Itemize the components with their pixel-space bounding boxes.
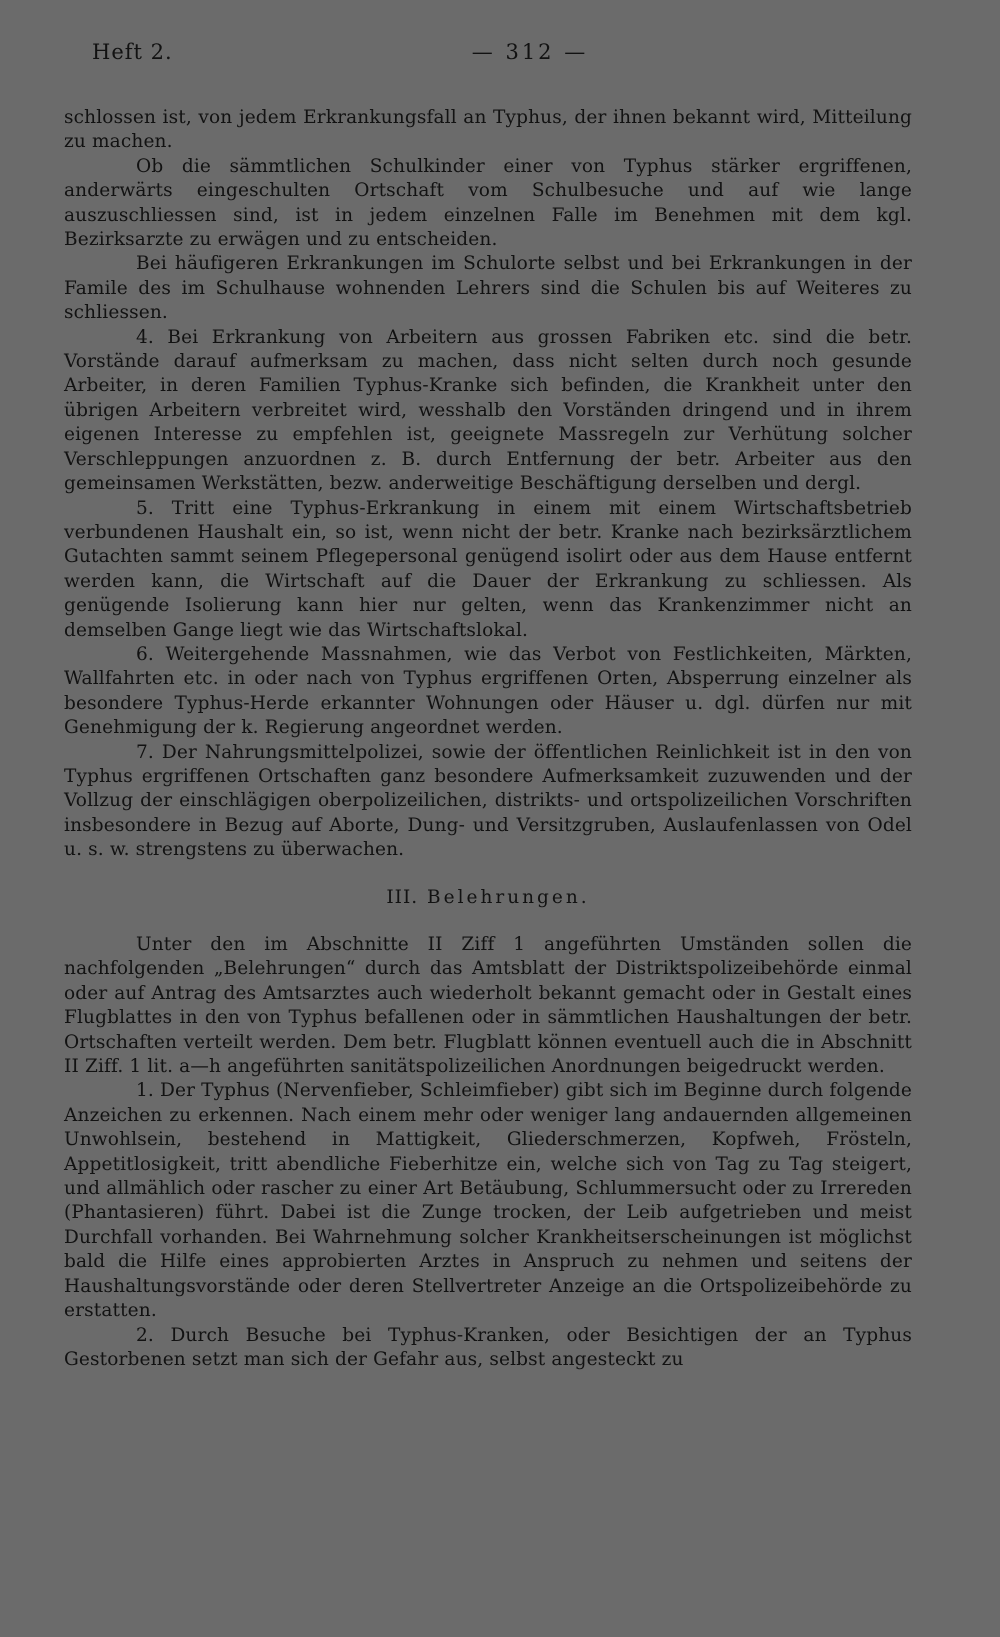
paragraph: 2. Durch Besuche bei Typhus-Kranken, oder Besichtigen der an Typhus Gestorbenen setzt man sich der Gefahr aus, selbst angesteckt zu — [64, 1324, 912, 1370]
paragraph: 5. Tritt eine Typhus-Erkrankung in einem mit einem Wirtschaftsbetrieb verbundenen Haushalt ein, so ist, wenn nicht der betr. Kranke nach bezirksärztlichem Gutachten sammt seinem Pflegepersonal genügend isolirt oder aus dem Hause entfernt werden kann, die Wirtschaft auf die Dauer der Erkrankung zu schliessen. Als genügende Isolierung kann hier nur gelten, wenn das Krankenzimmer nicht an demselben Gange liegt wie das Wirtschaftslokal. — [64, 497, 912, 641]
section-heading — [64, 886, 912, 910]
paragraph: 6. Weitergehende Massnahmen, wie das Verbot von Festlichkeiten, Märkten, Wallfahrten etc. in oder nach von Typhus ergriffenen Orten, Absperrung einzelner als besondere Typhus-Herde erkannter Wohnungen oder Häuser u. dgl. dürfen nur mit Genehmigung der k. Regierung angeordnet werden. — [64, 643, 912, 739]
page-number: — 312 — — [471, 40, 589, 64]
paragraph: 1. Der Typhus (Nervenfieber, Schleimfieber) gibt sich im Beginne durch folgende Anzeichen zu erkennen. Nach einem mehr oder weniger lang andauernden allgemeinen Unwohlsein, bestehend in Mattigkeit, Gliederschmerzen, Kopfweh, Frösteln, Appetitlosigkeit, tritt abendliche Fieberhitze ein, welche sich von Tag zu Tag steigert, und allmählich oder rascher zu einer Art Betäubung, Schlummersucht oder zu Irrereden (Phantasieren) führt. Dabei ist die Zunge trocken, der Leib aufgetrieben und meist Durchfall vorhanden. Bei Wahrnehmung solcher Krankheitserscheinungen ist möglichst bald die Hilfe eines approbierten Arztes in Anspruch zu nehmen und seitens der Haushaltungsvorstände oder deren Stellvertreter Anzeige an die Ortspolizeibehörde zu erstatten. — [64, 1080, 912, 1322]
paragraph: schlossen ist, von jedem Erkrankungsfall an Typhus, der ihnen bekannt wird, Mitteilung zu machen. — [64, 107, 912, 153]
paragraph: Bei häufigeren Erkrankungen im Schulorte selbst und bei Erkrankungen in der Famile des im Schulhause wohnenden Lehrers sind die Schulen bis auf Weiteres zu schliessen. — [64, 253, 912, 324]
body-text — [64, 106, 912, 1372]
paragraph: Unter den im Abschnitte II Ziff 1 angeführten Umständen sollen die nachfolgenden „Belehrungen“ durch das Amtsblatt der Distriktspolizeibehörde einmal oder auf Antrag des Amtsarztes auch wiederholt bekannt gemacht oder in Gestalt eines Flugblattes in den von Typhus befallenen oder in sämmtlichen Haushaltungen der betr. Ortschaften verteilt werden. Dem betr. Flugblatt können eventuell auch die in Abschnitt II Ziff. 1 lit. a—h angeführten sanitätspolizeilichen Anordnungen beigedruckt werden. — [64, 934, 912, 1078]
issue-label: Heft 2. — [92, 40, 173, 64]
page-header — [92, 40, 912, 72]
section-numeral: III. — [386, 886, 419, 908]
paragraph: Ob die sämmtlichen Schulkinder einer von Typhus stärker ergriffenen, anderwärts eingeschulten Ortschaft vom Schulbesuche und auf wie lange auszuschliessen sind, ist in jedem einzelnen Falle im Benehmen mit dem kgl. Bezirksarzte zu erwägen und zu entscheiden. — [64, 155, 912, 251]
paragraph: 7. Der Nahrungsmittelpolizei, sowie der öffentlichen Reinlichkeit ist in den von Typhus ergriffenen Ortschaften ganz besondere Aufmerksamkeit zuzuwenden und der Vollzug der einschlägigen oberpolizeilichen, distrikts- und ortspolizeilichen Vorschriften insbesondere in Bezug auf Aborte, Dung- und Versitzgruben, Auslaufenlassen von Odel u. s. w. strengstens zu überwachen. — [64, 741, 912, 861]
section-title: Belehrungen. — [427, 886, 590, 908]
paragraph: 4. Bei Erkrankung von Arbeitern aus grossen Fabriken etc. sind die betr. Vorstände darauf aufmerksam zu machen, dass nicht selten durch noch gesunde Arbeiter, in deren Familien Typhus-Kranke sich befinden, die Krankheit unter den übrigen Arbeitern verbreitet wird, wesshalb den Vorständen dringend und in ihrem eigenen Interesse zu empfehlen ist, geeignete Massregeln zur Verhütung solcher Verschleppungen anzuordnen z. B. durch Entfernung der betr. Arbeiter aus den gemeinsamen Werkstätten, bezw. anderweitige Beschäftigung derselben und dergl. — [64, 326, 912, 495]
